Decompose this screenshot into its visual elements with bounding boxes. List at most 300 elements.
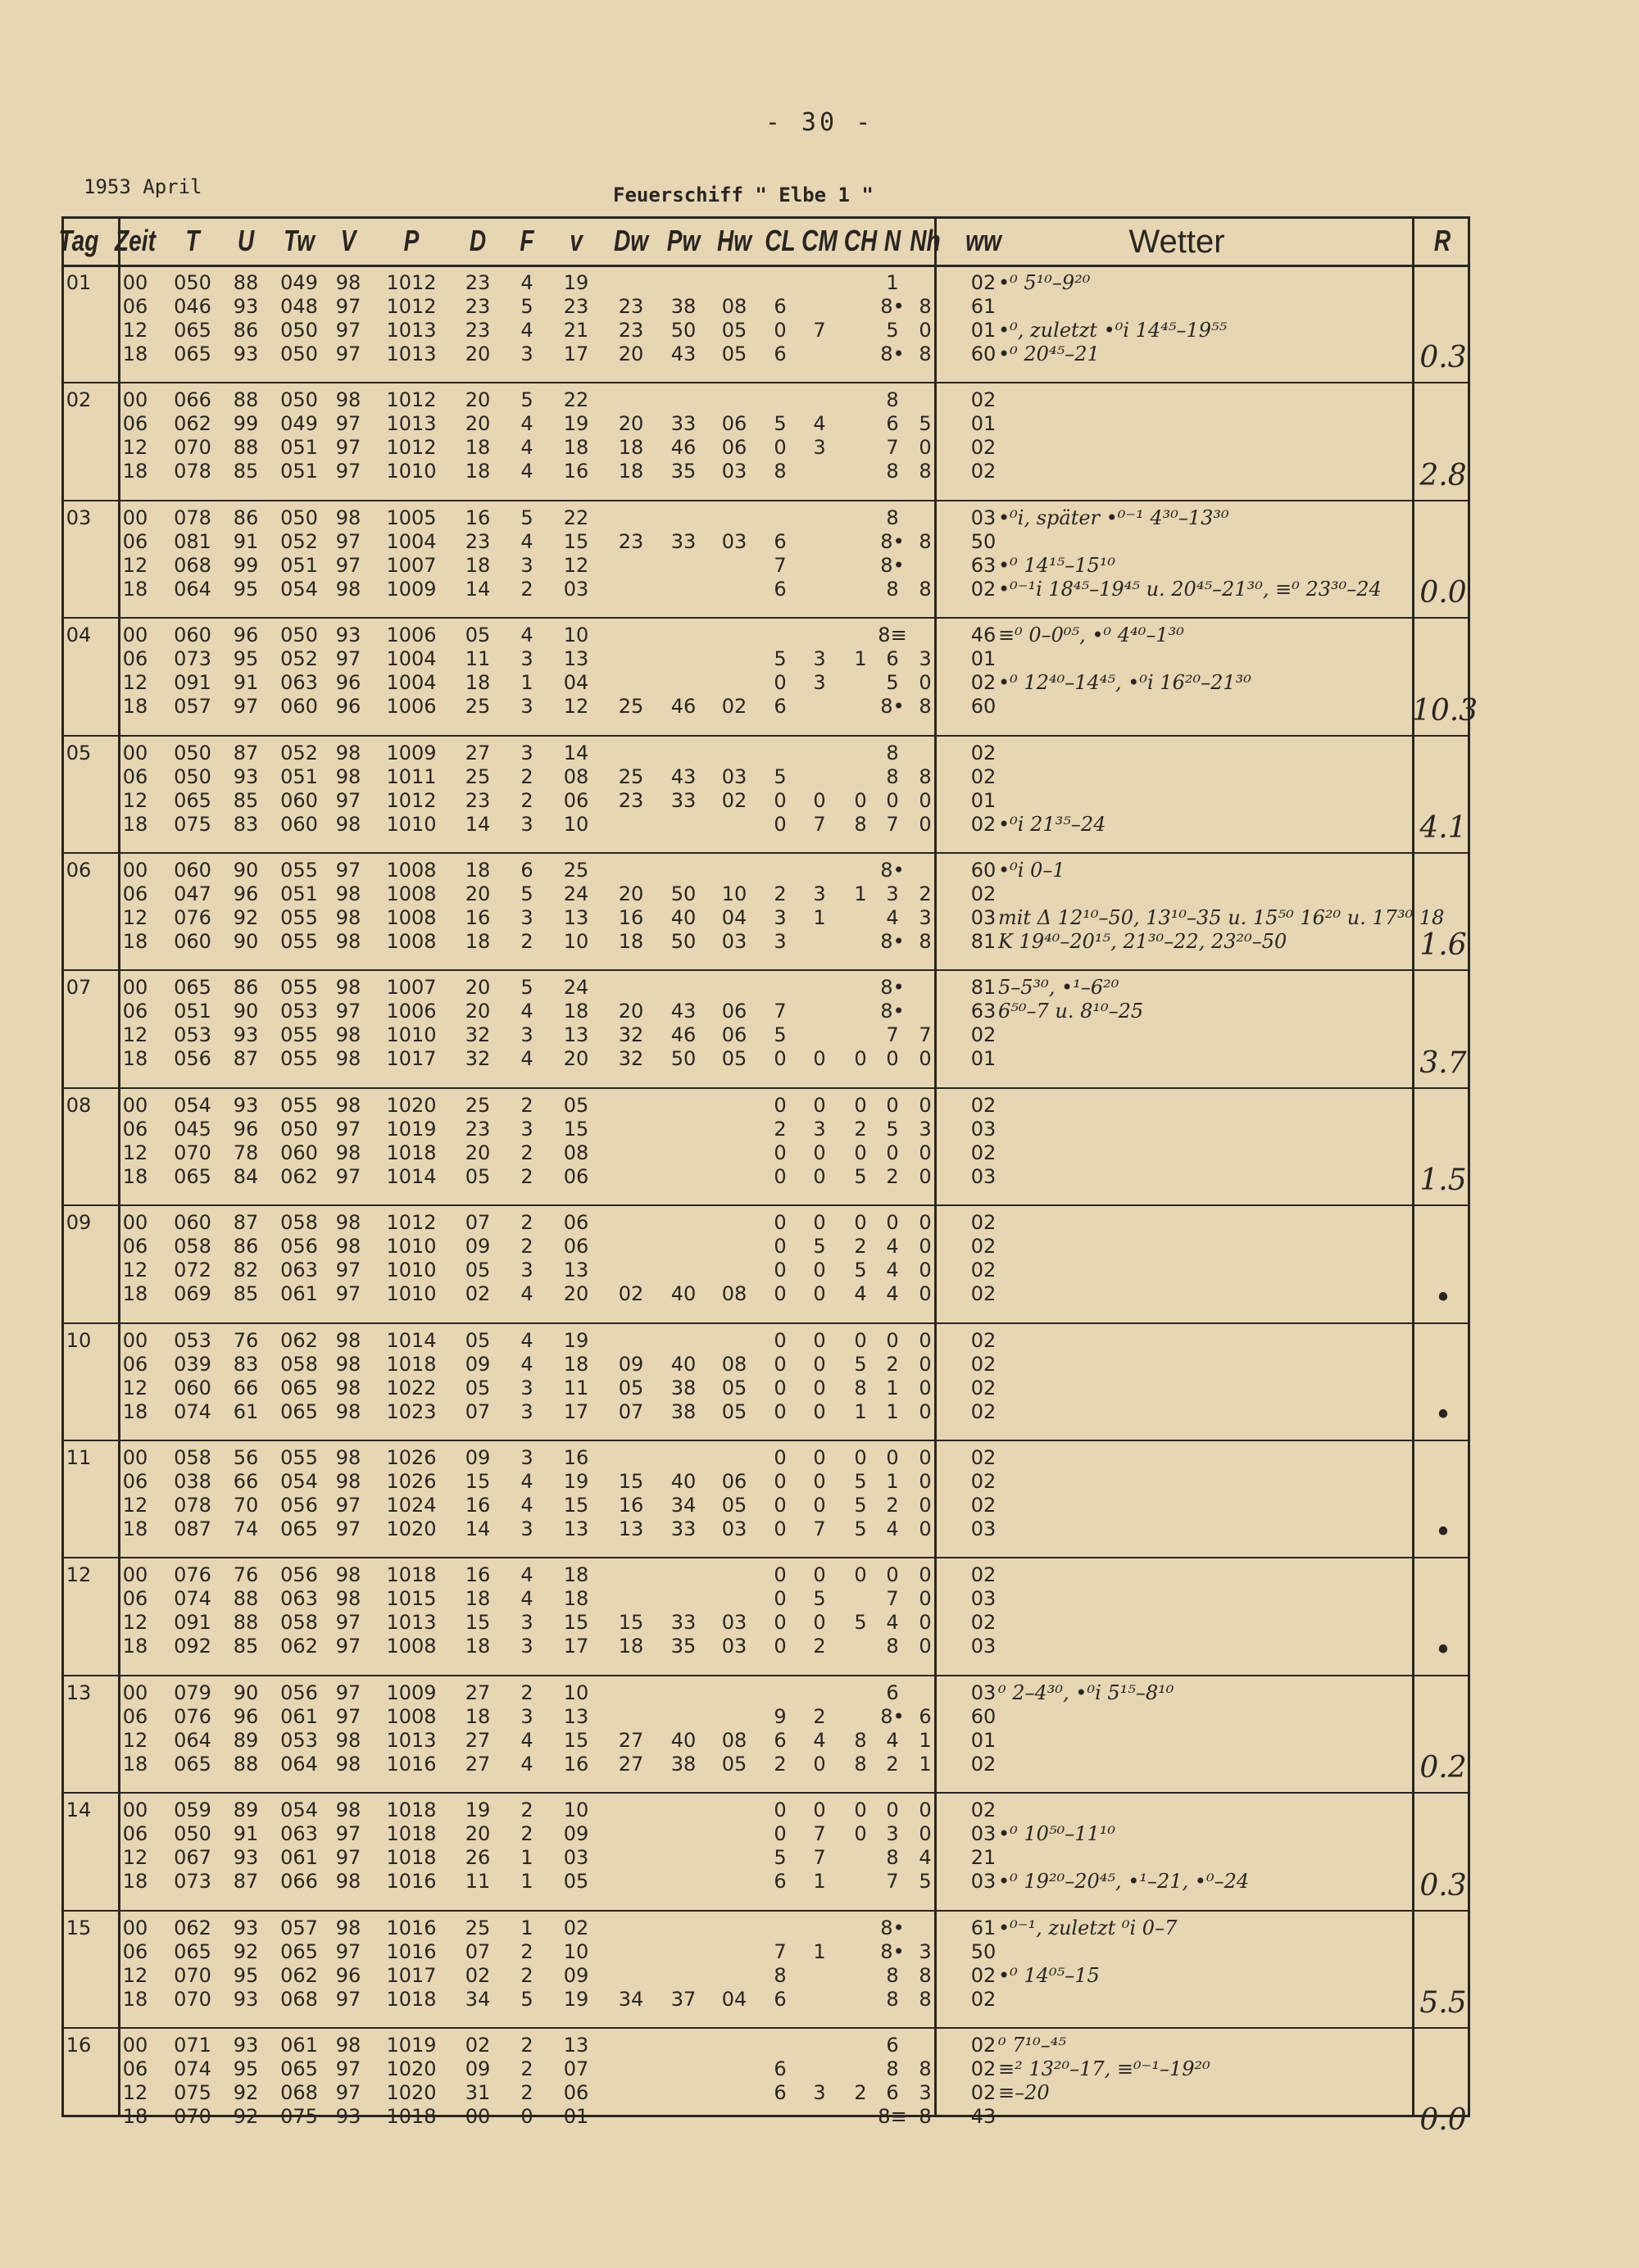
data-cell: 065 [174, 1164, 211, 1188]
data-cell: 055 [280, 1093, 318, 1117]
data-cell: 87 [233, 741, 259, 764]
data-cell: 00 [122, 1916, 148, 1939]
weather-note: •⁰i 0–1 [998, 859, 1065, 882]
data-cell: 6 [774, 2081, 787, 2104]
year-month-label: 1953 April [84, 175, 202, 198]
data-cell: 02 [970, 1211, 997, 1235]
data-cell: 058 [280, 1352, 318, 1376]
data-cell: 1 [520, 671, 533, 695]
data-cell: 2 [854, 2081, 867, 2104]
data-cell: 2 [520, 1235, 533, 1259]
data-cell: 03 [563, 577, 589, 601]
data-cell: 8 [919, 2057, 932, 2080]
data-cell: 8 [886, 764, 899, 788]
data-cell: 053 [174, 1023, 211, 1047]
data-cell: 97 [335, 295, 361, 318]
data-cell: 00 [122, 1563, 148, 1587]
data-cell: 97 [335, 1494, 361, 1517]
data-cell: 03 [721, 460, 747, 483]
data-cell: 3 [919, 1117, 932, 1141]
data-cell: 01 [970, 647, 997, 671]
data-cell: 1012 [386, 271, 437, 294]
column-header-n: N [883, 224, 901, 257]
data-cell: 98 [335, 1870, 361, 1894]
data-cell: 070 [174, 2105, 211, 2128]
data-cell: 23 [618, 319, 644, 342]
data-cell: 4 [886, 1728, 899, 1752]
data-cell: 3 [813, 436, 826, 460]
data-cell: 0 [813, 1752, 826, 1776]
data-cell: 3 [813, 2081, 826, 2104]
data-cell: 065 [174, 976, 211, 1000]
data-cell: 058 [174, 1235, 211, 1259]
data-cell: 02 [970, 2034, 997, 2057]
column-header-nh: Nh [910, 224, 941, 257]
data-cell: 065 [174, 788, 211, 812]
data-cell: 8 [774, 1963, 787, 1987]
data-cell: 0 [774, 1399, 787, 1423]
data-cell: 33 [670, 788, 697, 812]
data-cell: 4 [520, 1728, 533, 1752]
data-cell: 2 [520, 930, 533, 953]
data-cell: 060 [174, 1211, 211, 1235]
data-cell: 8• [880, 1939, 905, 1963]
precipitation-value: • [1434, 1399, 1452, 1432]
data-cell: 0 [813, 1563, 826, 1587]
data-cell: 88 [233, 436, 259, 460]
data-cell: 9 [774, 1704, 787, 1728]
data-cell: 8 [886, 1963, 899, 1987]
data-cell: 03 [721, 529, 747, 553]
data-cell: 0 [854, 1799, 867, 1822]
data-cell: 6 [774, 1728, 787, 1752]
data-cell: 16 [618, 1494, 644, 1517]
data-cell: 0 [854, 1141, 867, 1164]
data-cell: 6 [774, 529, 787, 553]
data-cell: 3 [520, 647, 533, 671]
data-cell: 5 [854, 1611, 867, 1635]
column-divider [118, 219, 120, 2115]
data-cell: 0 [774, 1047, 787, 1071]
data-cell: 98 [335, 577, 361, 601]
data-cell: 5 [854, 1259, 867, 1282]
data-cell: 2 [520, 2081, 533, 2104]
data-cell: 1006 [386, 624, 437, 647]
data-cell: 06 [721, 1023, 747, 1047]
data-cell: 97 [335, 1704, 361, 1728]
data-cell: 98 [335, 1047, 361, 1071]
data-cell: 98 [335, 930, 361, 953]
day-separator [64, 1204, 1468, 1206]
data-cell: 6 [774, 2057, 787, 2080]
data-cell: 074 [174, 1399, 211, 1423]
data-cell: 050 [174, 1822, 211, 1846]
data-cell: 0 [919, 1211, 932, 1235]
data-cell: 2 [520, 1799, 533, 1822]
weather-log-table [58, 216, 1478, 2138]
data-cell: 98 [335, 1399, 361, 1423]
data-cell: 5 [813, 1235, 826, 1259]
data-cell: 18 [465, 859, 491, 882]
data-cell: 46 [970, 624, 997, 647]
data-cell: 98 [335, 1470, 361, 1493]
data-cell: 5 [886, 319, 899, 342]
data-cell: 1008 [386, 930, 437, 953]
data-cell: 98 [335, 1799, 361, 1822]
data-cell: 7 [813, 1517, 826, 1540]
data-cell: 1016 [386, 1870, 437, 1894]
data-cell: 20 [618, 342, 644, 365]
data-cell: 0 [919, 1611, 932, 1635]
data-cell: 18 [122, 1635, 148, 1658]
data-cell: 0 [919, 1141, 932, 1164]
data-cell: 8 [919, 460, 932, 483]
data-cell: 0 [854, 1563, 867, 1587]
data-cell: 02 [970, 1963, 997, 1987]
data-cell: 1012 [386, 788, 437, 812]
data-cell: 34 [618, 1987, 644, 2011]
data-cell: 98 [335, 976, 361, 1000]
data-cell: 17 [563, 342, 589, 365]
data-cell: 7 [813, 1822, 826, 1846]
data-cell: 0 [919, 1587, 932, 1611]
data-cell: 6 [774, 1987, 787, 2011]
data-cell: 06 [563, 1235, 589, 1259]
data-cell: 051 [280, 436, 318, 460]
data-cell: 97 [335, 1939, 361, 1963]
data-cell: 00 [122, 624, 148, 647]
data-cell: 00 [122, 1681, 148, 1704]
data-cell: 12 [122, 1846, 148, 1870]
data-cell: 96 [233, 882, 259, 905]
data-cell: 06 [122, 2057, 148, 2080]
data-cell: 0 [774, 1563, 787, 1587]
data-cell: 05 [721, 1376, 747, 1399]
data-cell: 055 [280, 1446, 318, 1469]
data-cell: 03 [970, 506, 997, 529]
data-cell: 02 [970, 1399, 997, 1423]
column-header-cm: CM [801, 224, 838, 257]
data-cell: 053 [280, 1000, 318, 1023]
data-cell: 18 [465, 460, 491, 483]
day-separator [64, 1910, 1468, 1912]
data-cell: 03 [721, 764, 747, 788]
data-cell: 46 [670, 1023, 697, 1047]
data-cell: 0 [774, 1093, 787, 1117]
data-cell: 0 [919, 1799, 932, 1822]
data-cell: 06 [122, 1470, 148, 1493]
data-cell: 97 [335, 1000, 361, 1023]
data-cell: 25 [465, 1093, 491, 1117]
data-cell: 0 [919, 671, 932, 695]
data-cell: 02 [465, 1963, 491, 1987]
data-cell: 98 [335, 1446, 361, 1469]
day-cell: 04 [66, 624, 92, 647]
data-cell: 07 [465, 1939, 491, 1963]
data-cell: 8• [880, 295, 905, 318]
data-cell: 1004 [386, 647, 437, 671]
data-cell: 32 [618, 1023, 644, 1047]
data-cell: 062 [280, 1635, 318, 1658]
data-cell: 0 [774, 1822, 787, 1846]
data-cell: 98 [335, 1916, 361, 1939]
data-cell: 12 [122, 1963, 148, 1987]
data-cell: 1013 [386, 342, 437, 365]
data-cell: 38 [670, 295, 697, 318]
data-cell: 18 [465, 1704, 491, 1728]
data-cell: 19 [563, 412, 589, 436]
data-cell: 061 [280, 2034, 318, 2057]
data-cell: 07 [465, 1211, 491, 1235]
data-cell: 5 [919, 412, 932, 436]
data-cell: 0 [813, 1047, 826, 1071]
day-cell: 02 [66, 388, 92, 412]
data-cell: 3 [886, 1822, 899, 1846]
data-cell: 068 [280, 1987, 318, 2011]
data-cell: 8• [880, 1000, 905, 1023]
day-separator [64, 500, 1468, 501]
data-cell: 8 [886, 741, 899, 764]
data-cell: 3 [520, 342, 533, 365]
column-header-tag: Tag [58, 224, 99, 257]
data-cell: 7 [886, 1587, 899, 1611]
data-cell: 2 [886, 1352, 899, 1376]
data-cell: 1004 [386, 529, 437, 553]
data-cell: 43 [670, 342, 697, 365]
data-cell: 5 [520, 976, 533, 1000]
data-cell: 057 [174, 695, 211, 719]
precipitation-value: 4.1 [1419, 811, 1467, 845]
data-cell: 0 [813, 1141, 826, 1164]
data-cell: 054 [280, 1470, 318, 1493]
data-cell: 86 [233, 1235, 259, 1259]
data-cell: 075 [280, 2105, 318, 2128]
data-cell: 06 [122, 412, 148, 436]
data-cell: 93 [233, 295, 259, 318]
data-cell: 057 [280, 1916, 318, 1939]
data-cell: 09 [465, 1352, 491, 1376]
data-cell: 8 [886, 460, 899, 483]
weather-note: •⁰⁻¹, zuletzt ⁰i 0–7 [998, 1916, 1178, 1939]
data-cell: 18 [122, 1752, 148, 1776]
column-header-zeit: Zeit [115, 224, 156, 257]
data-cell: 062 [280, 1963, 318, 1987]
data-cell: 060 [174, 930, 211, 953]
data-cell: 0 [854, 1328, 867, 1352]
data-cell: 03 [970, 1164, 997, 1188]
data-cell: 2 [520, 1211, 533, 1235]
precipitation-value: 3.7 [1419, 1046, 1467, 1080]
data-cell: 18 [122, 1164, 148, 1188]
column-header-wetter: Wetter [1128, 224, 1225, 260]
data-cell: 25 [465, 1916, 491, 1939]
precipitation-value: 2.8 [1419, 458, 1467, 492]
data-cell: 98 [335, 1563, 361, 1587]
data-cell: 0 [813, 1446, 826, 1469]
day-cell: 12 [66, 1563, 92, 1587]
data-cell: 1 [886, 1470, 899, 1493]
data-cell: 02 [970, 1446, 997, 1469]
data-cell: 3 [919, 2081, 932, 2104]
data-cell: 091 [174, 671, 211, 695]
data-cell: 35 [670, 460, 697, 483]
data-cell: 18 [465, 1635, 491, 1658]
data-cell: 98 [335, 812, 361, 836]
data-cell: 050 [280, 506, 318, 529]
data-cell: 058 [280, 1611, 318, 1635]
data-cell: 092 [174, 1635, 211, 1658]
data-cell: 20 [618, 1000, 644, 1023]
data-cell: 2 [520, 577, 533, 601]
data-cell: 1016 [386, 1939, 437, 1963]
data-cell: 98 [335, 741, 361, 764]
precipitation-value: • [1434, 1633, 1452, 1667]
data-cell: 0 [886, 1211, 899, 1235]
data-cell: 0 [813, 788, 826, 812]
data-cell: 8• [880, 695, 905, 719]
data-cell: 06 [122, 295, 148, 318]
weather-note: ⁰ 2–4³⁰, •⁰i 5¹⁵–8¹⁰ [998, 1681, 1174, 1704]
data-cell: 8• [880, 342, 905, 365]
data-cell: 03 [721, 930, 747, 953]
data-cell: 38 [670, 1399, 697, 1423]
data-cell: 16 [563, 1752, 589, 1776]
data-cell: 052 [280, 647, 318, 671]
data-cell: 059 [174, 1799, 211, 1822]
data-cell: 18 [618, 1635, 644, 1658]
data-cell: 12 [122, 553, 148, 577]
data-cell: 98 [335, 1328, 361, 1352]
data-cell: 02 [970, 1376, 997, 1399]
data-cell: 063 [280, 1587, 318, 1611]
data-cell: 4 [520, 271, 533, 294]
data-cell: 0 [774, 1635, 787, 1658]
data-cell: 60 [970, 1704, 997, 1728]
data-cell: 56 [233, 1446, 259, 1469]
data-cell: 070 [174, 1987, 211, 2011]
data-cell: 0 [774, 1211, 787, 1235]
data-cell: 12 [122, 906, 148, 929]
data-cell: 3 [919, 647, 932, 671]
data-cell: 0 [854, 1446, 867, 1469]
data-cell: 15 [465, 1470, 491, 1493]
data-cell: 8 [919, 1963, 932, 1987]
data-cell: 97 [335, 1164, 361, 1188]
data-cell: 76 [233, 1328, 259, 1352]
data-cell: 4 [520, 1328, 533, 1352]
day-separator [64, 1557, 1468, 1558]
data-cell: 11 [465, 647, 491, 671]
data-cell: 0 [774, 1164, 787, 1188]
data-cell: 0 [919, 1259, 932, 1282]
data-cell: 02 [465, 2034, 491, 2057]
data-cell: 18 [618, 460, 644, 483]
data-cell: 3 [813, 1117, 826, 1141]
data-cell: 1 [520, 1846, 533, 1870]
column-header-v: v [570, 224, 583, 257]
data-cell: 97 [335, 859, 361, 882]
data-cell: 0 [774, 1352, 787, 1376]
data-cell: 8 [774, 460, 787, 483]
data-cell: 02 [970, 1494, 997, 1517]
data-cell: 0 [886, 788, 899, 812]
data-cell: 060 [280, 812, 318, 836]
data-cell: 4 [886, 1517, 899, 1540]
data-cell: 1024 [386, 1494, 437, 1517]
data-cell: 3 [520, 1517, 533, 1540]
data-cell: 076 [174, 1563, 211, 1587]
data-cell: 61 [970, 1916, 997, 1939]
data-cell: 93 [233, 1023, 259, 1047]
data-cell: 0 [919, 1822, 932, 1846]
data-cell: 25 [618, 764, 644, 788]
data-cell: 0 [774, 1376, 787, 1399]
data-cell: 065 [280, 2057, 318, 2080]
data-cell: 1006 [386, 1000, 437, 1023]
data-cell: 078 [174, 1494, 211, 1517]
data-cell: 8 [919, 695, 932, 719]
data-cell: 15 [618, 1611, 644, 1635]
data-cell: 3 [520, 1376, 533, 1399]
data-cell: 86 [233, 506, 259, 529]
data-cell: 0 [919, 319, 932, 342]
data-cell: 31 [465, 2081, 491, 2104]
precipitation-value: 5.5 [1419, 1986, 1467, 2020]
data-cell: 1018 [386, 1846, 437, 1870]
weather-note: •⁰ 14¹⁵–15¹⁰ [998, 553, 1115, 577]
data-cell: 6 [774, 342, 787, 365]
data-cell: 1010 [386, 460, 437, 483]
weather-note: 5–5³⁰, •¹–6²⁰ [998, 976, 1119, 1000]
data-cell: 06 [122, 1587, 148, 1611]
data-cell: 06 [122, 647, 148, 671]
data-cell: 00 [122, 506, 148, 529]
data-cell: 0 [774, 1470, 787, 1493]
data-cell: 01 [563, 2105, 589, 2128]
data-cell: 1012 [386, 388, 437, 412]
data-cell: 060 [280, 695, 318, 719]
data-cell: 3 [813, 647, 826, 671]
data-cell: 2 [774, 1752, 787, 1776]
data-cell: 2 [774, 882, 787, 905]
data-cell: 0 [774, 812, 787, 836]
data-cell: 00 [122, 388, 148, 412]
data-cell: 2 [520, 2057, 533, 2080]
data-cell: 84 [233, 1164, 259, 1188]
data-cell: 00 [122, 1799, 148, 1822]
data-cell: 1013 [386, 1611, 437, 1635]
weather-note: •⁰ 20⁴⁵–21 [998, 342, 1100, 365]
data-cell: 96 [335, 695, 361, 719]
data-cell: 6 [886, 412, 899, 436]
data-cell: 039 [174, 1352, 211, 1376]
weather-note: ≡⁰ 0–0⁰⁵, •⁰ 4⁴⁰–1³⁰ [998, 624, 1184, 647]
data-cell: 13 [563, 1517, 589, 1540]
data-cell: 4 [520, 1470, 533, 1493]
data-cell: 02 [970, 460, 997, 483]
data-cell: 22 [563, 506, 589, 529]
data-cell: 91 [233, 529, 259, 553]
data-cell: 0 [774, 319, 787, 342]
data-cell: 2 [520, 1141, 533, 1164]
data-cell: 43 [670, 764, 697, 788]
data-cell: 88 [233, 1611, 259, 1635]
data-cell: 6 [520, 859, 533, 882]
day-cell: 16 [66, 2034, 92, 2057]
column-divider [934, 219, 937, 2115]
data-cell: 38 [670, 1752, 697, 1776]
data-cell: 88 [233, 271, 259, 294]
